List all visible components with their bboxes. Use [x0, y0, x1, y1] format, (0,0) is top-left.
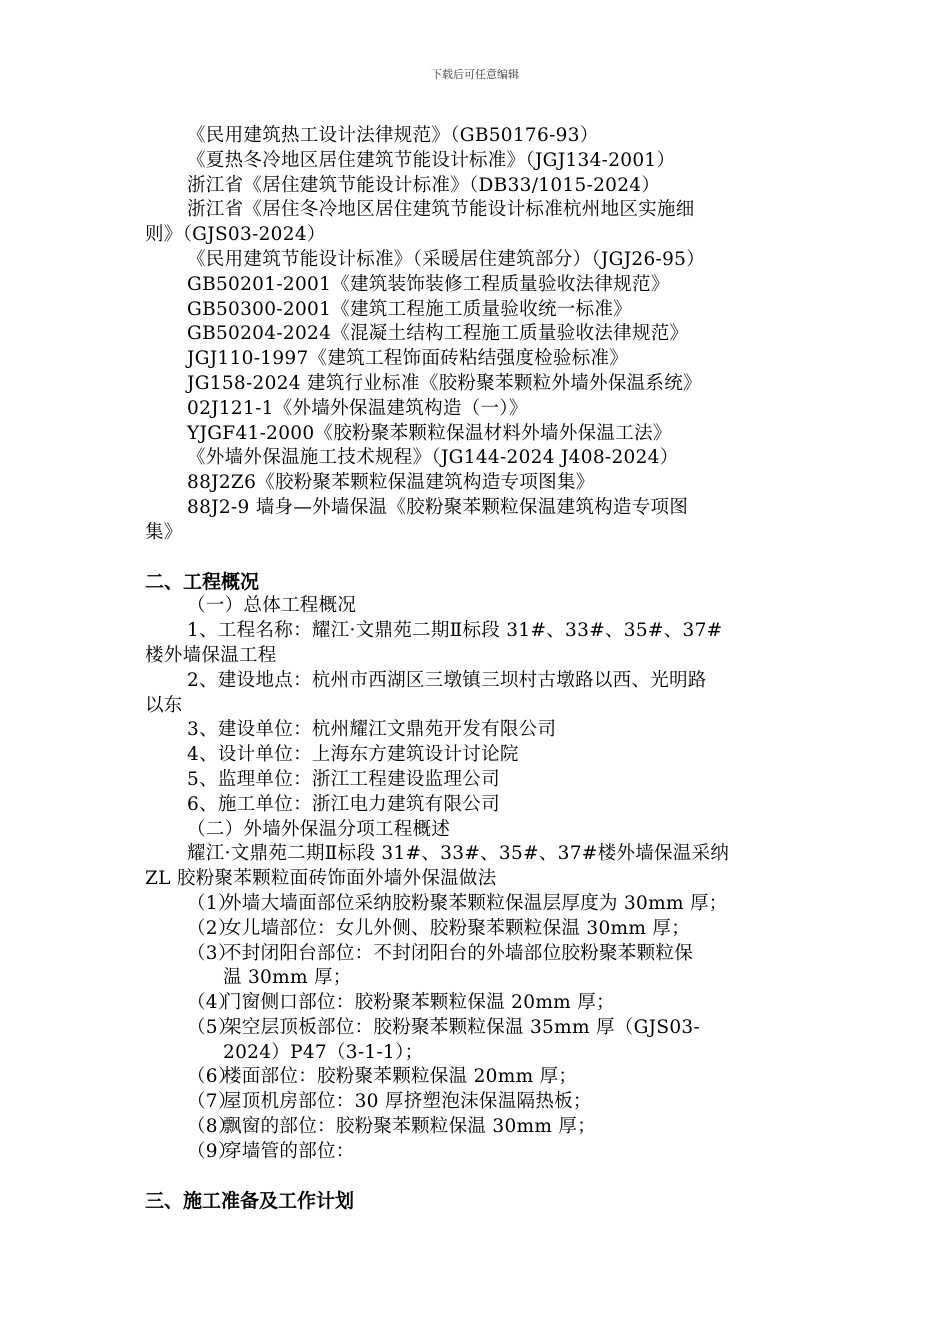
list-item-continuation: 2024）P47（3-1-1）；: [223, 1041, 424, 1063]
reference-line: 《夏热冬冷地区居住建筑节能设计标准》（JGJ134-2001）: [187, 149, 676, 171]
list-item-number: （3）: [187, 942, 237, 964]
reference-line: 浙江省《居住建筑节能设计标准》（DB33/1015-2024）: [187, 174, 661, 196]
supervision-unit: 5、监理单位：浙江工程建设监理公司: [187, 768, 500, 790]
list-item: [145, 1140, 810, 1165]
list-item: [145, 1065, 810, 1090]
reference-line: 《外墙外保温施工技术规程》（JG144-2024 J408-2024）: [187, 447, 679, 469]
reference-line: 《民用建筑节能设计标准》（采暖居住建筑部分）（JGJ26-95）: [187, 248, 706, 270]
list-item-continuation: 温 30mm 厚；: [223, 967, 352, 989]
list-item-text: 外墙大墙面部位采纳胶粉聚苯颗粒保温层厚度为 30mm 厚；: [223, 892, 728, 914]
section-heading: 二、工程概况: [145, 570, 260, 593]
list-item-text: 不封闭阳台部位：不封闭阳台的外墙部位胶粉聚苯颗粒保: [223, 942, 694, 964]
list-item-text: 门窗侧口部位：胶粉聚苯颗粒保温 20mm 厚；: [223, 992, 615, 1014]
project-location: 2、建设地点：杭州市西湖区三墩镇三坝村古墩路以西、光明路: [187, 669, 707, 691]
construction-unit: 3、建设单位：杭州耀江文鼎苑开发有限公司: [187, 719, 557, 741]
reference-line: JGJ110-1997《建筑工程饰面砖粘结强度检验标准》: [187, 348, 629, 370]
list-item: [145, 917, 810, 942]
design-unit: 4、设计单位：上海东方建筑设计讨论院: [187, 744, 519, 766]
project-location-continuation: 以东: [145, 694, 183, 716]
list-item-number: （2）: [187, 917, 237, 939]
reference-line: 《民用建筑热工设计法律规范》（GB50176-93）: [187, 125, 599, 146]
list-item: [145, 942, 810, 967]
list-item-text: 女儿墙部位：女儿外侧、胶粉聚苯颗粒保温 30mm 厚；: [223, 917, 690, 939]
list-item: [145, 1115, 810, 1140]
section-heading: 三、施工准备及工作计划: [145, 1189, 355, 1212]
reference-line: GB50201-2001《建筑装饰装修工程质量验收法律规范》: [187, 273, 670, 295]
reference-line: 88J2Z6《胶粉聚苯颗粒保温建筑构造专项图集》: [187, 472, 595, 494]
reference-line: YJGF41-2000《胶粉聚苯颗粒保温材料外墙外保温工法》: [187, 422, 672, 444]
list-item-number: （6）: [187, 1066, 237, 1088]
contractor-unit: 6、施工单位：浙江电力建筑有限公司: [187, 793, 500, 815]
overview-paragraph-continuation: ZL 胶粉聚苯颗粒面砖饰面外墙外保温做法: [145, 868, 497, 890]
reference-line: GB50204-2024《混凝土结构工程施工质量验收法律规范》: [187, 323, 689, 345]
list-item-text: 穿墙管的部位：: [223, 1140, 355, 1162]
list-item-number: （1）: [187, 892, 237, 914]
reference-line: 02J121-1《外墙外保温建筑构造（一）》: [187, 397, 528, 419]
list-item-number: （9）: [187, 1140, 237, 1162]
reference-line: JG158-2024 建筑行业标准《胶粉聚苯颗粒外墙外保温系统》: [187, 372, 702, 394]
subsection-heading: （一）总体工程概况: [187, 595, 357, 617]
list-item-text: 飘窗的部位：胶粉聚苯颗粒保温 30mm 厚；: [223, 1116, 596, 1138]
subsection-heading: （二）外墙外保温分项工程概述: [187, 818, 451, 840]
list-item-text: 屋顶机房部位：30 厚挤塑泡沫保温隔热板；: [223, 1091, 592, 1113]
list-item-text: 架空层顶板部位：胶粉聚苯颗粒保温 35mm 厚（GJS03-: [223, 1016, 701, 1038]
list-item-number: （7）: [187, 1091, 237, 1113]
list-item: [145, 892, 810, 917]
project-name: 1、工程名称：耀江·文鼎苑二期Ⅱ标段 31#、33#、35#、37#: [187, 620, 723, 642]
document-body: [145, 124, 810, 1213]
reference-line: GB50300-2001《建筑工程施工质量验收统一标准》: [187, 298, 632, 320]
list-item: [145, 1090, 810, 1115]
reference-line-continuation: 集》: [145, 521, 183, 543]
list-item-number: （5）: [187, 1016, 237, 1038]
list-item-number: （8）: [187, 1116, 237, 1138]
overview-paragraph: 耀江·文鼎苑二期Ⅱ标段 31#、33#、35#、37#楼外墙保温采纳: [187, 843, 730, 865]
list-item-number: （4）: [187, 992, 237, 1014]
reference-line: 88J2-9 墙身—外墙保温《胶粉聚苯颗粒保温建筑构造专项图: [187, 496, 689, 518]
page-header-note: 下载后可任意编辑: [431, 68, 519, 81]
project-name-continuation: 楼外墙保温工程: [145, 644, 277, 666]
list-item: [145, 991, 810, 1016]
reference-line-continuation: 则》（GJS03-2024）: [145, 224, 326, 246]
list-item-text: 楼面部位：胶粉聚苯颗粒保温 20mm 厚；: [223, 1066, 578, 1088]
list-item: [145, 1016, 810, 1041]
reference-line: 浙江省《居住冬冷地区居住建筑节能设计标准杭州地区实施细: [187, 199, 695, 221]
